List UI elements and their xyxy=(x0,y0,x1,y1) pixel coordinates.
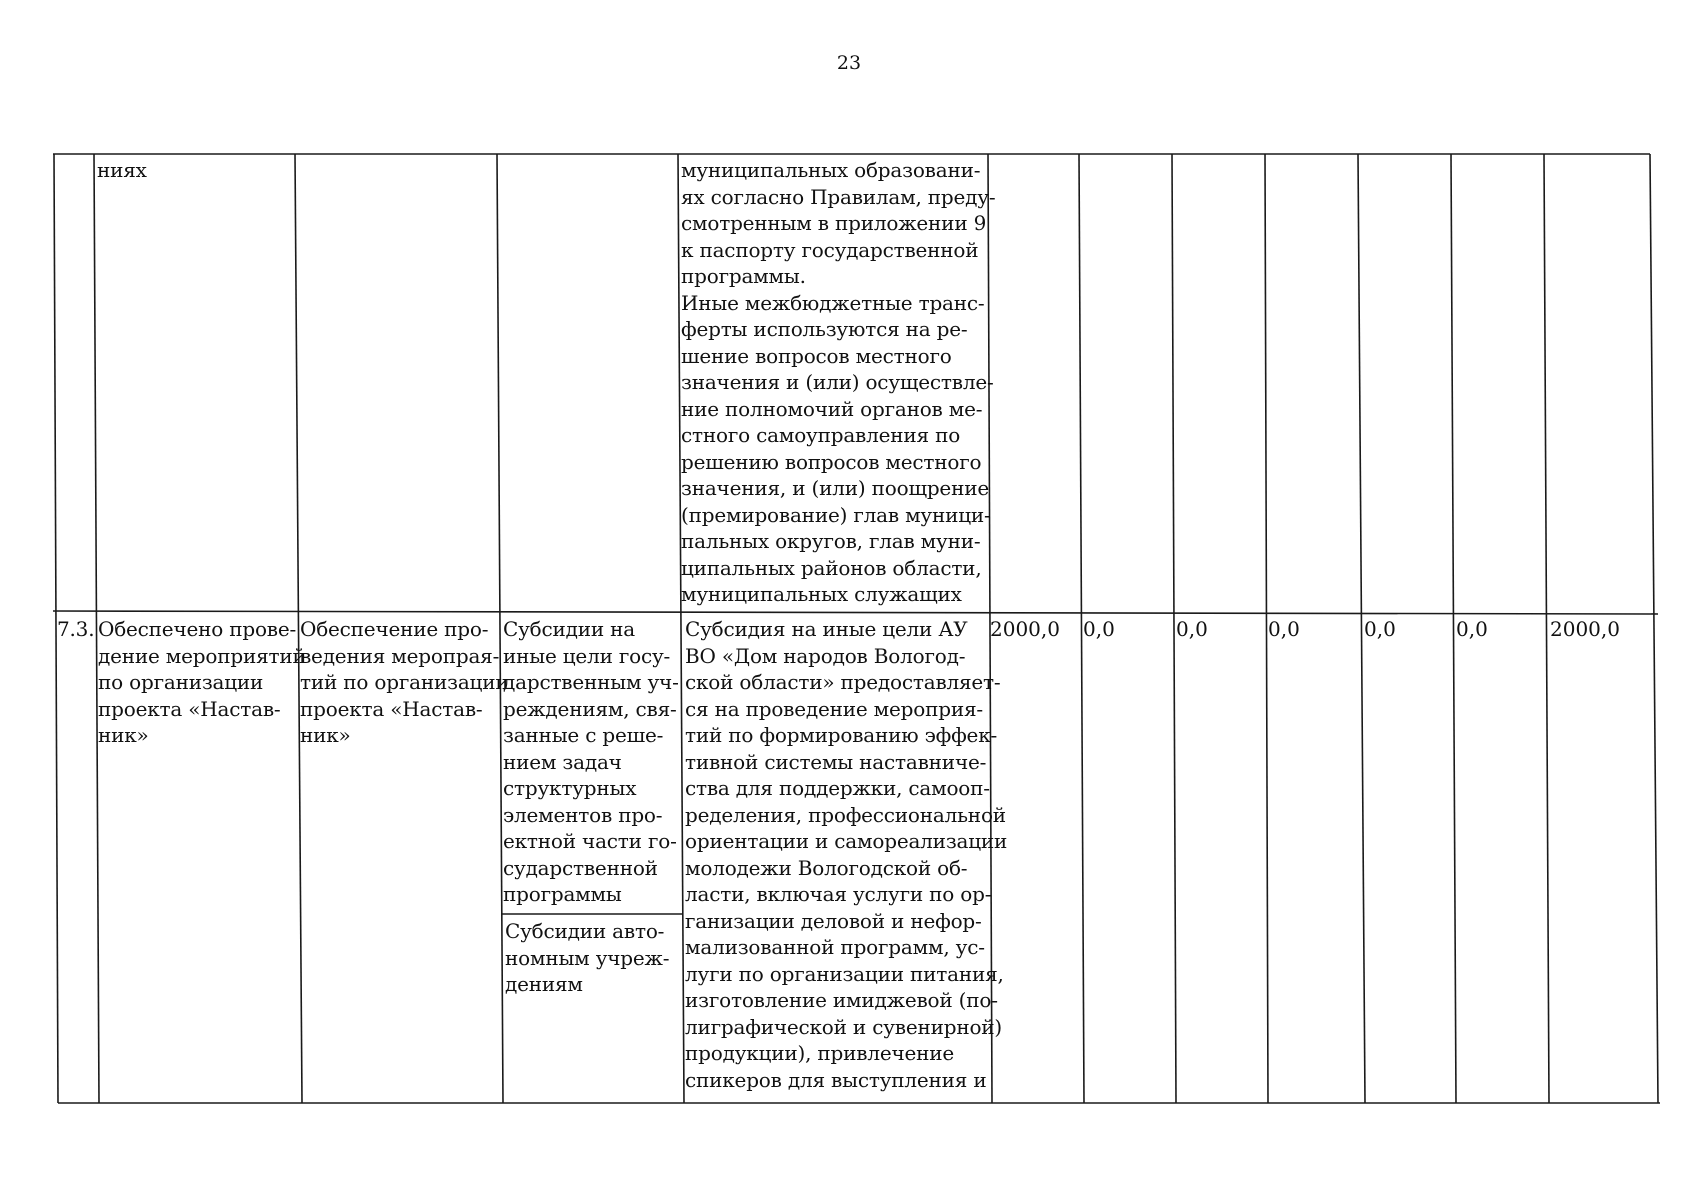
continued-name-cell: ниях xyxy=(97,158,147,182)
description-cell: Субсидия на иные цели АУ ВО «Дом народов Вологод- ской области» предоставляет- ся на проведение мероприя- тий по формированию эффек- тивной системы наставниче- ства для поддержки, самооп- ределения, профессиональной ориентации и самореализации молодежи Вологодской об- ласти, включая услуги по ор- ганизации деловой и нефор- мализованной программ, ус- луги по организации питания, изготовление имиджевой (по- лиграфической и сувенирной) продукции), привлечение спикеров для выступления и xyxy=(685,617,1008,1092)
value-cell-1: 2000,0 xyxy=(990,617,1060,641)
value-cell-6: 0,0 xyxy=(1456,617,1488,641)
event-cell: Обеспечение про- ведения меропрая- тий по организации проекта «Настав- ник» xyxy=(300,617,509,747)
continued-description-cell: муниципальных образовани- ях согласно Правилам, преду- смотренным в приложении 9 к паспорту государственной программы. Иные межбюджетные транс- ферты используются на ре- шение вопросов местного значения и (или) осуществле- ние полномочий органов ме- стного самоуправления по решению вопросов местного значения, и (или) поощрение (премирование) глав муници- пальных округов, глав муни- ципальных районов области, муниципальных служащих xyxy=(681,158,996,606)
expense-type-cell-2: Субсидии авто- номным учреж- дениям xyxy=(505,919,670,996)
result-cell: Обеспечено прове- дение мероприятий по организации проекта «Настав- ник» xyxy=(98,617,306,747)
value-cell-2: 0,0 xyxy=(1083,617,1115,641)
value-cell-3: 0,0 xyxy=(1176,617,1208,641)
expense-type-cell-1: Субсидии на иные цели госу- дарственным уч- реждениям, свя- занные с реше- нием задач структурных элементов про- ектной части го- сударственной программы xyxy=(503,617,679,906)
value-cell-total: 2000,0 xyxy=(1550,617,1620,641)
page-number: 23 xyxy=(836,52,862,74)
value-cell-5: 0,0 xyxy=(1364,617,1396,641)
row-number-cell: 7.3. xyxy=(57,617,95,641)
value-cell-4: 0,0 xyxy=(1268,617,1300,641)
